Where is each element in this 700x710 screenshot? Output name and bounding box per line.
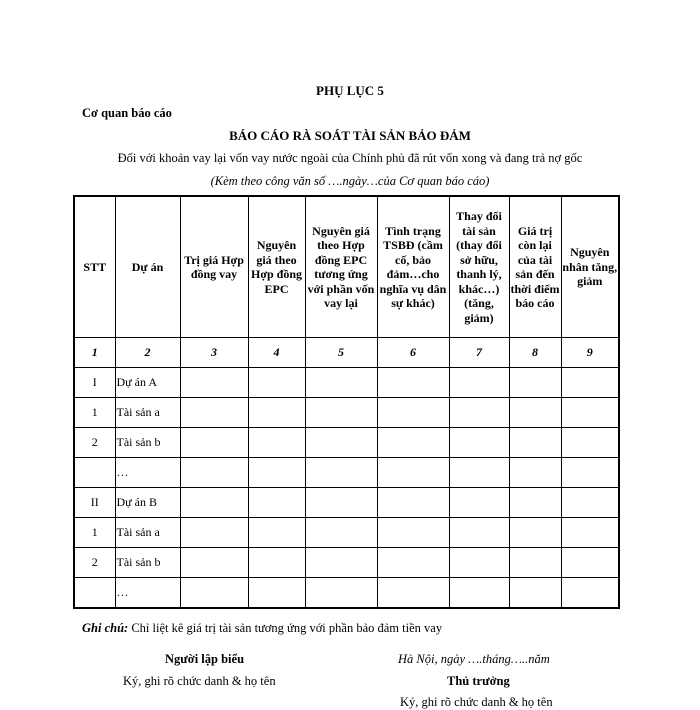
empty-cell <box>509 488 561 518</box>
empty-cell <box>377 518 449 548</box>
empty-cell <box>377 578 449 609</box>
empty-cell <box>561 398 619 428</box>
row-stt: I <box>74 368 115 398</box>
empty-cell <box>248 428 305 458</box>
row-stt: II <box>74 488 115 518</box>
empty-cell <box>561 548 619 578</box>
column-number: 4 <box>248 338 305 368</box>
place-date: Hà Nội, ngày ….tháng…..năm <box>398 652 550 666</box>
empty-cell <box>180 548 248 578</box>
empty-cell <box>509 518 561 548</box>
column-number: 8 <box>509 338 561 368</box>
empty-cell <box>248 488 305 518</box>
table-row <box>74 488 619 518</box>
column-number: 9 <box>561 338 619 368</box>
empty-cell <box>248 458 305 488</box>
empty-cell <box>449 398 509 428</box>
empty-cell <box>509 578 561 609</box>
column-number: 1 <box>74 338 115 368</box>
empty-cell <box>180 578 248 609</box>
table-row <box>74 428 619 458</box>
empty-cell <box>449 488 509 518</box>
row-name: … <box>115 578 180 609</box>
empty-cell <box>561 488 619 518</box>
empty-cell <box>248 398 305 428</box>
empty-cell <box>449 428 509 458</box>
empty-cell <box>180 458 248 488</box>
empty-cell <box>305 428 377 458</box>
preparer-label: Người lập biểu <box>165 652 245 666</box>
row-name: Tài sản a <box>115 518 180 548</box>
empty-cell <box>305 518 377 548</box>
empty-cell <box>305 578 377 609</box>
empty-cell <box>509 398 561 428</box>
empty-cell <box>305 488 377 518</box>
column-number: 7 <box>449 338 509 368</box>
empty-cell <box>305 398 377 428</box>
row-name: Tài sản b <box>115 548 180 578</box>
empty-cell <box>377 368 449 398</box>
row-name: … <box>115 458 180 488</box>
table-row <box>74 458 619 488</box>
empty-cell <box>561 368 619 398</box>
column-header: Nguyên giá theo Hợp đồng EPC <box>248 196 305 338</box>
column-header: Dự án <box>115 196 180 338</box>
empty-cell <box>248 548 305 578</box>
table-row <box>74 368 619 398</box>
empty-cell <box>561 518 619 548</box>
column-header: Giá trị còn lại của tài sản đến thời điểm báo cáo <box>509 196 561 338</box>
empty-cell <box>248 578 305 609</box>
table-row <box>74 578 619 609</box>
empty-cell <box>305 458 377 488</box>
column-number: 6 <box>377 338 449 368</box>
table-row <box>74 518 619 548</box>
column-number-row <box>74 338 619 368</box>
empty-cell <box>561 578 619 609</box>
row-name: Tài sản b <box>115 428 180 458</box>
column-header: Tình trạng TSBĐ (cầm cố, bảo đảm…cho nghĩa vụ dân sự khác) <box>377 196 449 338</box>
column-header: Trị giá Hợp đồng vay <box>180 196 248 338</box>
empty-cell <box>180 518 248 548</box>
table-row <box>74 548 619 578</box>
empty-cell <box>449 548 509 578</box>
empty-cell <box>305 368 377 398</box>
empty-cell <box>377 428 449 458</box>
table-row <box>74 398 619 428</box>
empty-cell <box>180 398 248 428</box>
column-header: Thay đổi tài sản (thay đổi sở hữu, thanh lý, khác…) (tăng, giảm) <box>449 196 509 338</box>
empty-cell <box>377 458 449 488</box>
empty-cell <box>509 548 561 578</box>
appendix-title: PHỤ LỤC 5 <box>316 83 384 98</box>
reporting-agency-label: Cơ quan báo cáo <box>82 106 172 120</box>
row-stt <box>74 578 115 609</box>
empty-cell <box>180 488 248 518</box>
row-name: Dự án B <box>115 488 180 518</box>
empty-cell <box>509 368 561 398</box>
column-number: 5 <box>305 338 377 368</box>
empty-cell <box>449 578 509 609</box>
note <box>82 621 442 636</box>
note-text: Chỉ liệt kê giá trị tài sản tương ứng với phần bảo đảm tiền vay <box>128 621 443 635</box>
report-attachment-note: (Kèm theo công văn số ….ngày…của Cơ quan báo cáo) <box>210 174 490 188</box>
empty-cell <box>449 518 509 548</box>
column-header: STT <box>74 196 115 338</box>
column-header: Nguyên nhân tăng, giảm <box>561 196 619 338</box>
empty-cell <box>449 458 509 488</box>
column-number: 3 <box>180 338 248 368</box>
empty-cell <box>305 548 377 578</box>
empty-cell <box>377 488 449 518</box>
preparer-sign-instruction: Ký, ghi rõ chức danh & họ tên <box>123 674 276 688</box>
empty-cell <box>180 428 248 458</box>
empty-cell <box>377 398 449 428</box>
column-header: Nguyên giá theo Hợp đồng EPC tương ứng với phần vốn vay lại <box>305 196 377 338</box>
column-number: 2 <box>115 338 180 368</box>
empty-cell <box>180 368 248 398</box>
row-stt: 2 <box>74 428 115 458</box>
empty-cell <box>377 548 449 578</box>
empty-cell <box>248 518 305 548</box>
empty-cell <box>509 458 561 488</box>
row-name: Dự án A <box>115 368 180 398</box>
row-stt: 2 <box>74 548 115 578</box>
row-name: Tài sản a <box>115 398 180 428</box>
head-sign-instruction: Ký, ghi rõ chức danh & họ tên <box>400 695 553 709</box>
empty-cell <box>449 368 509 398</box>
asset-review-table <box>73 195 620 609</box>
empty-cell <box>509 428 561 458</box>
table-header-row <box>74 196 619 338</box>
empty-cell <box>561 428 619 458</box>
empty-cell <box>561 458 619 488</box>
row-stt: 1 <box>74 398 115 428</box>
head-of-agency-label: Thủ trưởng <box>447 674 510 688</box>
empty-cell <box>248 368 305 398</box>
report-title: BÁO CÁO RÀ SOÁT TÀI SẢN BẢO ĐẢM <box>229 128 471 143</box>
row-stt: 1 <box>74 518 115 548</box>
report-subtitle: Đối với khoản vay lại vốn vay nước ngoài của Chính phủ đã rút vốn xong và đang trả nợ gốc <box>117 151 583 165</box>
note-label: Ghi chú: <box>82 621 129 635</box>
row-stt <box>74 458 115 488</box>
